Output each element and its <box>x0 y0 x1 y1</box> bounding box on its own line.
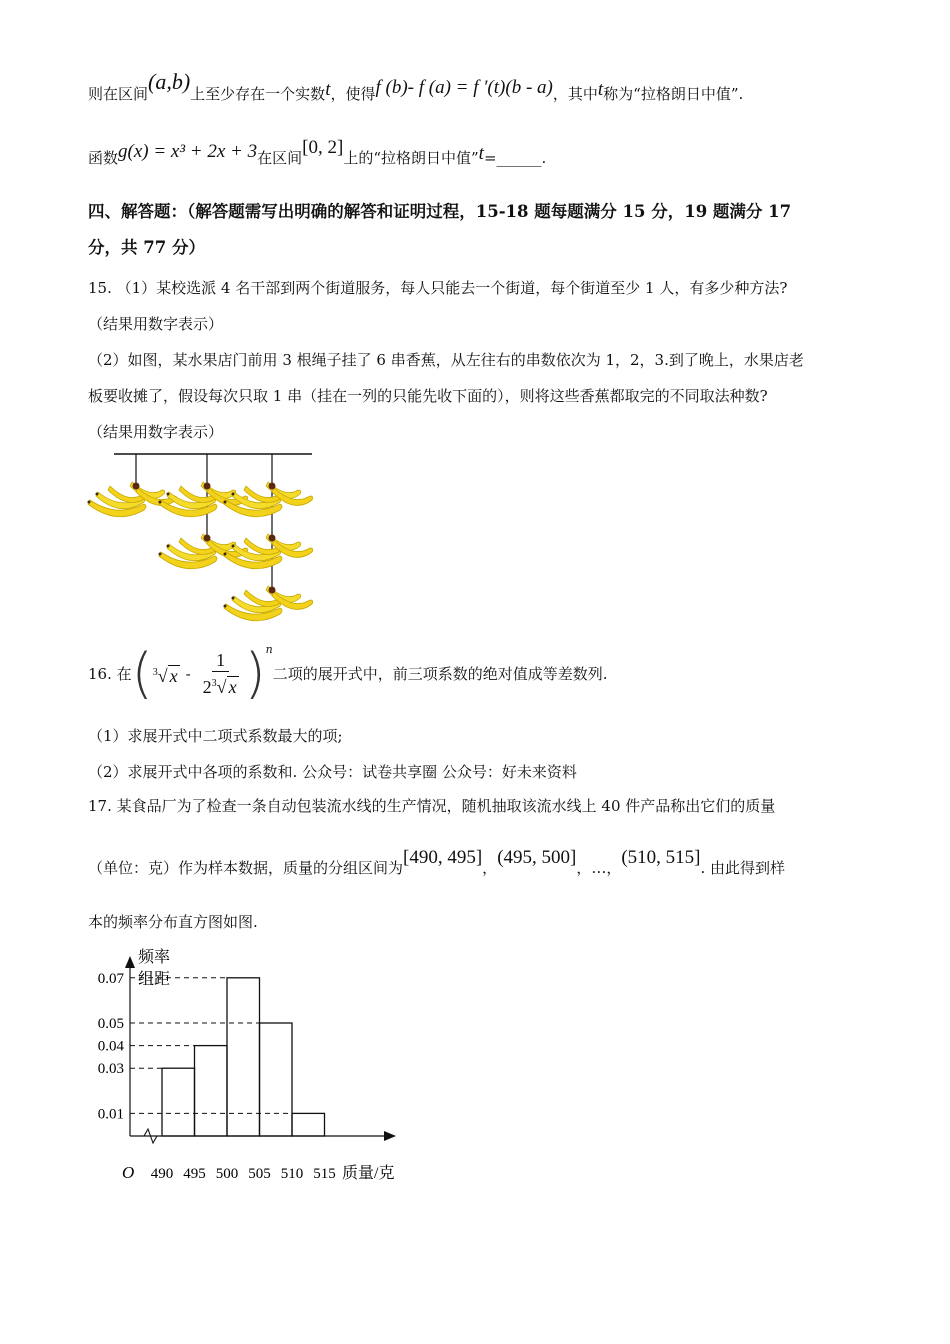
banana-bunch-2-1 <box>159 482 248 517</box>
denominator-root-index: 3 <box>211 678 217 689</box>
banana-figure <box>80 446 320 626</box>
interval-ab: (a,b) <box>148 69 191 94</box>
intro-text-c: ，使得 <box>330 85 376 103</box>
intro-text-e: 称为“拉格朗日中值”. <box>603 85 744 103</box>
q16-sub2: （2）求展开式中各项的系数和. 公众号：试卷共享圈 公众号：好未来资料 <box>88 763 577 781</box>
function-g: g(x) = x³ + 2x + 3 <box>118 141 258 162</box>
intro-text-a: 则在区间 <box>88 85 149 103</box>
q17-line2-text-a: （单位：克）作为样本数据，质量的分组区间为 <box>88 859 404 877</box>
frequency-histogram <box>80 940 420 1190</box>
y-tick-0.04: 0.04 <box>97 1038 124 1055</box>
left-paren: ( <box>131 642 153 705</box>
sep-2: ，…， <box>576 859 622 877</box>
q17-line2-text-b: . 由此得到样 <box>700 859 786 877</box>
x-axis-label: 质量/克 <box>342 1165 395 1182</box>
intro-line-2 <box>88 137 547 168</box>
bar-490-495 <box>162 1068 195 1136</box>
q15-part2-note: （结果用数字表示） <box>88 423 224 441</box>
q15-part2-line2: 板要收摊了，假设每次只取 1 串（挂在一列的只能先收下面的），则将这些香蕉都取完的不同取法种数? <box>88 387 768 405</box>
intro-text-h: 上的“拉格朗日中值” <box>343 149 479 167</box>
lagrange-formula: f (b)- f (a) = f ′(t)(b - a) <box>375 77 553 98</box>
x-tick-495: 495 <box>183 1166 206 1182</box>
x-tick-490: 490 <box>150 1166 174 1182</box>
banana-bunch-3-3 <box>224 586 313 621</box>
y-axis-arrow <box>125 956 135 968</box>
banana-bunch-3-2 <box>224 534 313 569</box>
section-heading-line-1: 四、解答题：（解答题需写出明确的解答和证明过程，15-18 题每题满分 15 分，19 题满分 17 <box>88 202 792 221</box>
cube-root-x: $^3$√ x <box>152 665 178 686</box>
x-tick-515: 515 <box>313 1166 336 1182</box>
interval-490-495: [490, 495] <box>403 847 483 868</box>
x-tick-510: 510 <box>280 1166 304 1182</box>
banana-bunch-3-1 <box>224 482 313 517</box>
y-tick-0.03: 0.03 <box>97 1061 124 1078</box>
exponent-n: n <box>265 643 273 656</box>
intro-text-b: 上至少存在一个实数 <box>190 85 326 103</box>
q17-line1: 17. 某食品厂为了检查一条自动包装流水线的生产情况，随机抽取该流水线上 40 件产品称出它们的质量 <box>88 797 776 815</box>
q15-part2-line1: （2）如图，某水果店门前用 3 根绳子挂了 6 串香蕉，从左往右的串数依次为 1，2，3.到了晚上，水果店老 <box>88 351 804 369</box>
intro-line-1 <box>88 69 744 104</box>
y-tick-0.01: 0.01 <box>97 1106 124 1123</box>
y-tick-0.07: 0.07 <box>97 970 124 987</box>
sep-1: ， <box>482 859 498 877</box>
intro-text-g: 在区间 <box>257 149 303 167</box>
y-tick-0.05: 0.05 <box>97 1016 124 1032</box>
root-var: x <box>169 665 178 686</box>
q16-sub1: （1）求展开式中二项式系数最大的项; <box>88 727 343 745</box>
intro-text-d: ，其中 <box>552 85 598 103</box>
bar-495-500 <box>195 1046 228 1136</box>
x-axis-arrow <box>384 1131 396 1141</box>
bar-505-510 <box>260 1023 293 1136</box>
var-t-3: t <box>478 143 484 164</box>
y-axis-label-top: 频率 <box>138 949 171 966</box>
interval-495-500: (495, 500] <box>497 847 577 868</box>
interval-510-515: (510, 515] <box>621 847 701 868</box>
q16-prefix: 16. 在 <box>88 665 132 683</box>
var-t: t <box>325 79 331 100</box>
section-heading-line-2: 分，共 77 分） <box>88 238 205 257</box>
denominator-coef: 2 <box>202 677 212 697</box>
right-paren: ) <box>244 642 266 705</box>
var-t-2: t <box>597 79 604 100</box>
x-tick-500: 500 <box>215 1166 239 1182</box>
denominator-root-var: x <box>228 677 237 697</box>
minus-sign: - <box>185 665 191 683</box>
q15-part1: 15. （1）某校选派 4 名干部到两个街道服务，每人只能去一个街道，每个街道至少 1 人，有多少种方法? <box>88 279 788 297</box>
bar-510-515 <box>292 1113 325 1136</box>
x-tick-505: 505 <box>248 1166 271 1182</box>
fraction <box>201 649 241 699</box>
intro-text-f: 函数 <box>88 149 119 167</box>
q16-suffix: 二项的展开式中，前三项系数的绝对值成等差数列. <box>272 665 608 683</box>
origin-label: O <box>122 1163 135 1182</box>
root-index: 3 <box>152 666 158 678</box>
banana-bunch-2-2 <box>159 534 248 569</box>
interval-0-2: [0, 2] <box>302 137 344 158</box>
blank-answer: =______. <box>483 149 547 167</box>
banana-bunch-1-1 <box>88 482 177 517</box>
fraction-numerator: 1 <box>212 649 229 672</box>
q17-line2 <box>88 847 786 878</box>
q15-part1-note: （结果用数字表示） <box>88 315 224 333</box>
y-axis-label-bottom: 组距 <box>138 971 171 988</box>
q16-stem <box>88 642 608 705</box>
bar-500-505 <box>227 978 260 1136</box>
q17-line3: 本的频率分布直方图如图. <box>88 913 258 931</box>
fraction-denominator: $2^3√$ x <box>202 677 237 697</box>
